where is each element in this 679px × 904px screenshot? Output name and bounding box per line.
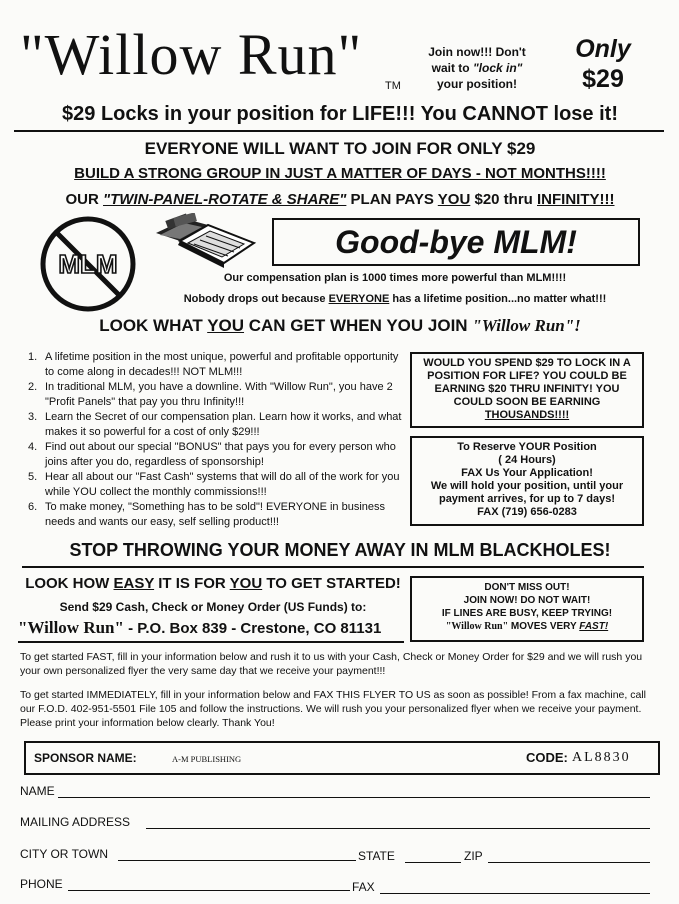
divider: [18, 641, 404, 643]
item-text: To make money, "Something has to be sold"! EVERYONE in business needs and wants our easy, self selling product!!!: [45, 501, 386, 528]
phone-label: PHONE: [20, 877, 63, 891]
box3-line: IF LINES ARE BUSY, KEEP TRYING!: [441, 608, 613, 619]
reserve-fax-box: [410, 436, 644, 526]
list-item: [28, 470, 410, 500]
mailing-address-label: MAILING ADDRESS: [20, 815, 131, 829]
fax-label: FAX: [352, 880, 375, 894]
box2-line: To Reserve YOUR Position: [457, 441, 597, 453]
address-a: "Willow Run": [18, 618, 124, 637]
price-value: $29: [582, 65, 624, 93]
box3-l4a: "Willow Run": [445, 621, 509, 632]
box2-line: ( 24 Hours): [498, 454, 556, 466]
item-text: A lifetime position in the most unique, powerful and profitable opportunity to come along in decades!!! NOT MLM!!!: [45, 351, 399, 378]
price-tag: [563, 34, 643, 94]
box3-line: [415, 620, 639, 633]
dont-miss-box: [410, 576, 644, 642]
item-number: 1.: [28, 351, 38, 363]
box2-line: FAX Us Your Application!: [461, 467, 593, 479]
plan-headline: [10, 191, 670, 208]
item-number: 6.: [28, 501, 38, 513]
item-number: 3.: [28, 411, 38, 423]
easy-d: YOU: [229, 575, 263, 592]
box1-line: COULD SOON BE EARNING: [453, 396, 601, 408]
plan-e: $20 thru: [470, 191, 537, 208]
box3-l4b: MOVES VERY: [508, 621, 580, 632]
sponsor-label: SPONSOR NAME:: [34, 751, 137, 765]
item-text: Find out about our special "BONUS" that pays you for every person who joins after you do, regardless of sponsorship!: [45, 441, 396, 468]
state-label: STATE: [358, 849, 395, 863]
instructions-fax: To get started IMMEDIATELY, fill in your information below and FAX THIS FLYER TO US as soon as possible! From a fax machine, call our F.O.D. 402-951-5501 File 105 and follow the instructions. We will rush you your personalized flyer when we receive your payment. Please print your information below clearly. Thank You!: [20, 689, 646, 729]
easy-a: LOOK HOW: [25, 575, 114, 592]
phone-field[interactable]: [68, 890, 350, 891]
list-item: [28, 410, 410, 440]
join-line-2b: "lock in": [472, 61, 523, 75]
instructions-mail: To get started FAST, fill in your information below and rush it to us with your Cash, Check or Money Order for $29 and we will rush you your own personalized flyer the very same day that we receive your payment!!!: [20, 651, 643, 677]
item-number: 5.: [28, 471, 38, 483]
sponsor-box: [24, 741, 660, 775]
look-headline: [10, 316, 670, 336]
trademark: TM: [385, 80, 401, 92]
box2-line: We will hold your position, until your: [430, 480, 624, 492]
look-c: CAN GET WHEN YOU JOIN: [244, 316, 473, 335]
title-text: "Willow Run": [20, 22, 363, 87]
fax-number: FAX (719) 656-0283: [477, 506, 577, 518]
lock-in-box: [410, 352, 644, 428]
code-label: CODE:: [526, 750, 568, 765]
plan-a: OUR: [65, 191, 103, 208]
state-field[interactable]: [405, 862, 461, 863]
plan-d: YOU: [437, 191, 471, 208]
join-line-3: your position!: [437, 77, 517, 91]
zip-label: ZIP: [464, 849, 483, 863]
list-item: [28, 380, 410, 410]
box3-line: DON'T MISS OUT!: [484, 582, 570, 593]
look-a: LOOK WHAT: [99, 316, 208, 335]
nodrop-b: EVERYONE: [328, 293, 390, 305]
easy-c: IT IS FOR: [154, 575, 230, 592]
item-text: Learn the Secret of our compensation plan. Learn how it works, and what makes it so powerful for a cost of only $29!!!: [45, 411, 402, 438]
box2-line: payment arrives, for up to 7 days!: [438, 493, 616, 505]
box1-line: THOUSANDS!!!!: [484, 409, 570, 421]
join-line-1: Join now!!! Don't: [428, 45, 526, 59]
flyer-title: [20, 22, 401, 102]
zip-field[interactable]: [488, 862, 650, 863]
plan-b: "TWIN-PANEL-ROTATE & SHARE": [103, 191, 347, 208]
divider: [14, 130, 664, 132]
only-label: Only: [575, 35, 631, 63]
list-item: [28, 500, 410, 530]
no-mlm-icon: [38, 214, 138, 314]
stop-headline: STOP THROWING YOUR MONEY AWAY IN MLM BLACKHOLES!: [69, 540, 611, 560]
easy-headline: [24, 575, 402, 592]
mailing-address-field[interactable]: [146, 828, 650, 829]
benefits-list: [28, 350, 410, 530]
easy-b: EASY: [113, 575, 155, 592]
item-number: 4.: [28, 441, 38, 453]
sponsor-name-value: A-M PUBLISHING: [172, 754, 242, 764]
box1-line: POSITION FOR LIFE? YOU COULD BE: [427, 370, 627, 382]
look-d: "Willow Run"!: [472, 316, 581, 335]
name-field[interactable]: [58, 797, 650, 798]
divider: [22, 566, 644, 568]
plan-f: INFINITY!!!: [537, 191, 615, 208]
list-item: [28, 350, 410, 380]
box1-line: WOULD YOU SPEND $29 TO LOCK IN A: [423, 357, 631, 369]
laptop-cash-icon: [150, 213, 260, 271]
plan-c: PLAN PAYS: [346, 191, 438, 208]
box3-l4c: FAST!: [579, 621, 609, 632]
box1-line: EARNING $20 THRU INFINITY! YOU: [434, 383, 620, 395]
nodrop-c: has a lifetime position...no matter what!!!: [389, 293, 607, 305]
nodrop-a: Nobody drops out because: [183, 293, 329, 305]
join-line-2a: wait to: [431, 61, 473, 75]
build-headline: BUILD A STRONG GROUP IN JUST A MATTER OF DAYS - NOT MONTHS!!!!: [74, 165, 606, 182]
look-b: YOU: [207, 316, 245, 335]
compensation-note: Our compensation plan is 1000 times more powerful than MLM!!!!: [223, 272, 567, 284]
item-text: Hear all about our "Fast Cash" systems that will do all of the work for you while YOU collect the monthly commissions!!!: [45, 471, 400, 498]
name-label: NAME: [20, 784, 55, 798]
join-line-2: [408, 60, 546, 76]
mailing-address: [18, 618, 410, 638]
code-value: AL8830: [572, 750, 631, 765]
fax-field[interactable]: [380, 893, 650, 894]
join-now-note: [408, 44, 546, 92]
item-text: In traditional MLM, you have a downline. With "Willow Run", you have 2 "Profit Panels" that pay you thru Infinity!!!: [45, 381, 393, 408]
nobody-drops-note: [130, 293, 660, 305]
item-number: 2.: [28, 381, 38, 393]
send-payment-note: Send $29 Cash, Check or Money Order (US Funds) to:: [59, 600, 367, 614]
address-b: - P.O. Box 839 - Crestone, CO 81131: [123, 620, 382, 637]
city-field[interactable]: [118, 860, 356, 861]
easy-e: TO GET STARTED!: [262, 575, 401, 592]
lock-headline: $29 Locks in your position for LIFE!!! You CANNOT lose it!: [62, 103, 618, 125]
box3-line: JOIN NOW! DO NOT WAIT!: [463, 595, 591, 606]
everyone-headline: EVERYONE WILL WANT TO JOIN FOR ONLY $29: [144, 139, 536, 158]
mlm-logo-text: MLM: [58, 249, 118, 279]
city-label: CITY OR TOWN: [20, 847, 109, 861]
list-item: [28, 440, 410, 470]
goodbye-mlm-banner: Good-bye MLM!: [272, 218, 640, 266]
